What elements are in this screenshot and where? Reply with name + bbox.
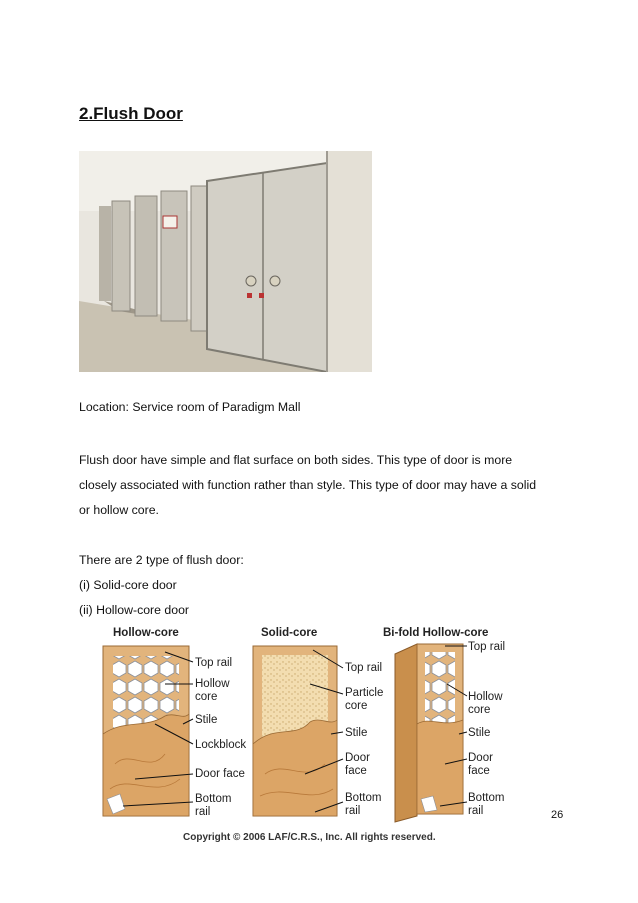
types-intro: There are 2 type of flush door: — [79, 553, 244, 567]
solid-label-particle: Particle — [345, 687, 384, 699]
hollow-label-stile: Stile — [195, 714, 218, 726]
title-hollow-core: Hollow-core — [113, 627, 179, 639]
solid-label-face: face — [345, 765, 367, 777]
type-solid-core: (i) Solid-core door — [79, 578, 177, 592]
flush-door-photo — [79, 151, 372, 372]
diagram-copyright: Copyright © 2006 LAF/C.R.S., Inc. All rights reserved. — [183, 832, 436, 843]
description-line-2: closely associated with function rather than style. This type of door may have a solid — [79, 478, 537, 492]
page-number: 26 — [551, 809, 564, 821]
hollow-label-rail: rail — [195, 806, 211, 818]
bifold-label-bottom: Bottom — [468, 792, 505, 804]
bifold-door — [395, 644, 463, 822]
title-bifold: Bi-fold Hollow-core — [383, 627, 489, 639]
hollow-label-door-face: Door face — [195, 768, 245, 780]
hollow-label-lockblock: Lockblock — [195, 739, 247, 751]
solid-label-door: Door — [345, 752, 370, 764]
door-core-diagram — [95, 624, 525, 824]
bifold-label-stile: Stile — [468, 727, 491, 739]
bifold-label-hollow: Hollow — [468, 691, 503, 703]
hollow-label-core: core — [195, 691, 218, 703]
solid-label-stile: Stile — [345, 727, 368, 739]
hollow-core-door — [103, 646, 189, 816]
description-line-3: or hollow core. — [79, 503, 159, 517]
bifold-label-door: Door — [468, 752, 493, 764]
description-line-1: Flush door have simple and flat surface on both sides. This type of door is more — [79, 453, 513, 467]
solid-label-top-rail: Top rail — [345, 662, 383, 674]
title-solid-core: Solid-core — [261, 627, 318, 639]
section-heading: 2.Flush Door — [79, 104, 183, 123]
hollow-label-hollow: Hollow — [195, 678, 230, 690]
bifold-label-top-rail: Top rail — [468, 641, 506, 653]
hollow-label-top-rail: Top rail — [195, 657, 233, 669]
solid-core-door — [253, 646, 337, 816]
solid-label-core: core — [345, 700, 368, 712]
location-text: Location: Service room of Paradigm Mall — [79, 400, 301, 414]
solid-label-rail: rail — [345, 805, 361, 817]
bifold-label-core: core — [468, 704, 491, 716]
bifold-label-rail: rail — [468, 805, 484, 817]
bifold-label-face: face — [468, 765, 490, 777]
solid-label-bottom: Bottom — [345, 792, 382, 804]
type-hollow-core: (ii) Hollow-core door — [79, 603, 190, 617]
hollow-label-bottom: Bottom — [195, 793, 232, 805]
